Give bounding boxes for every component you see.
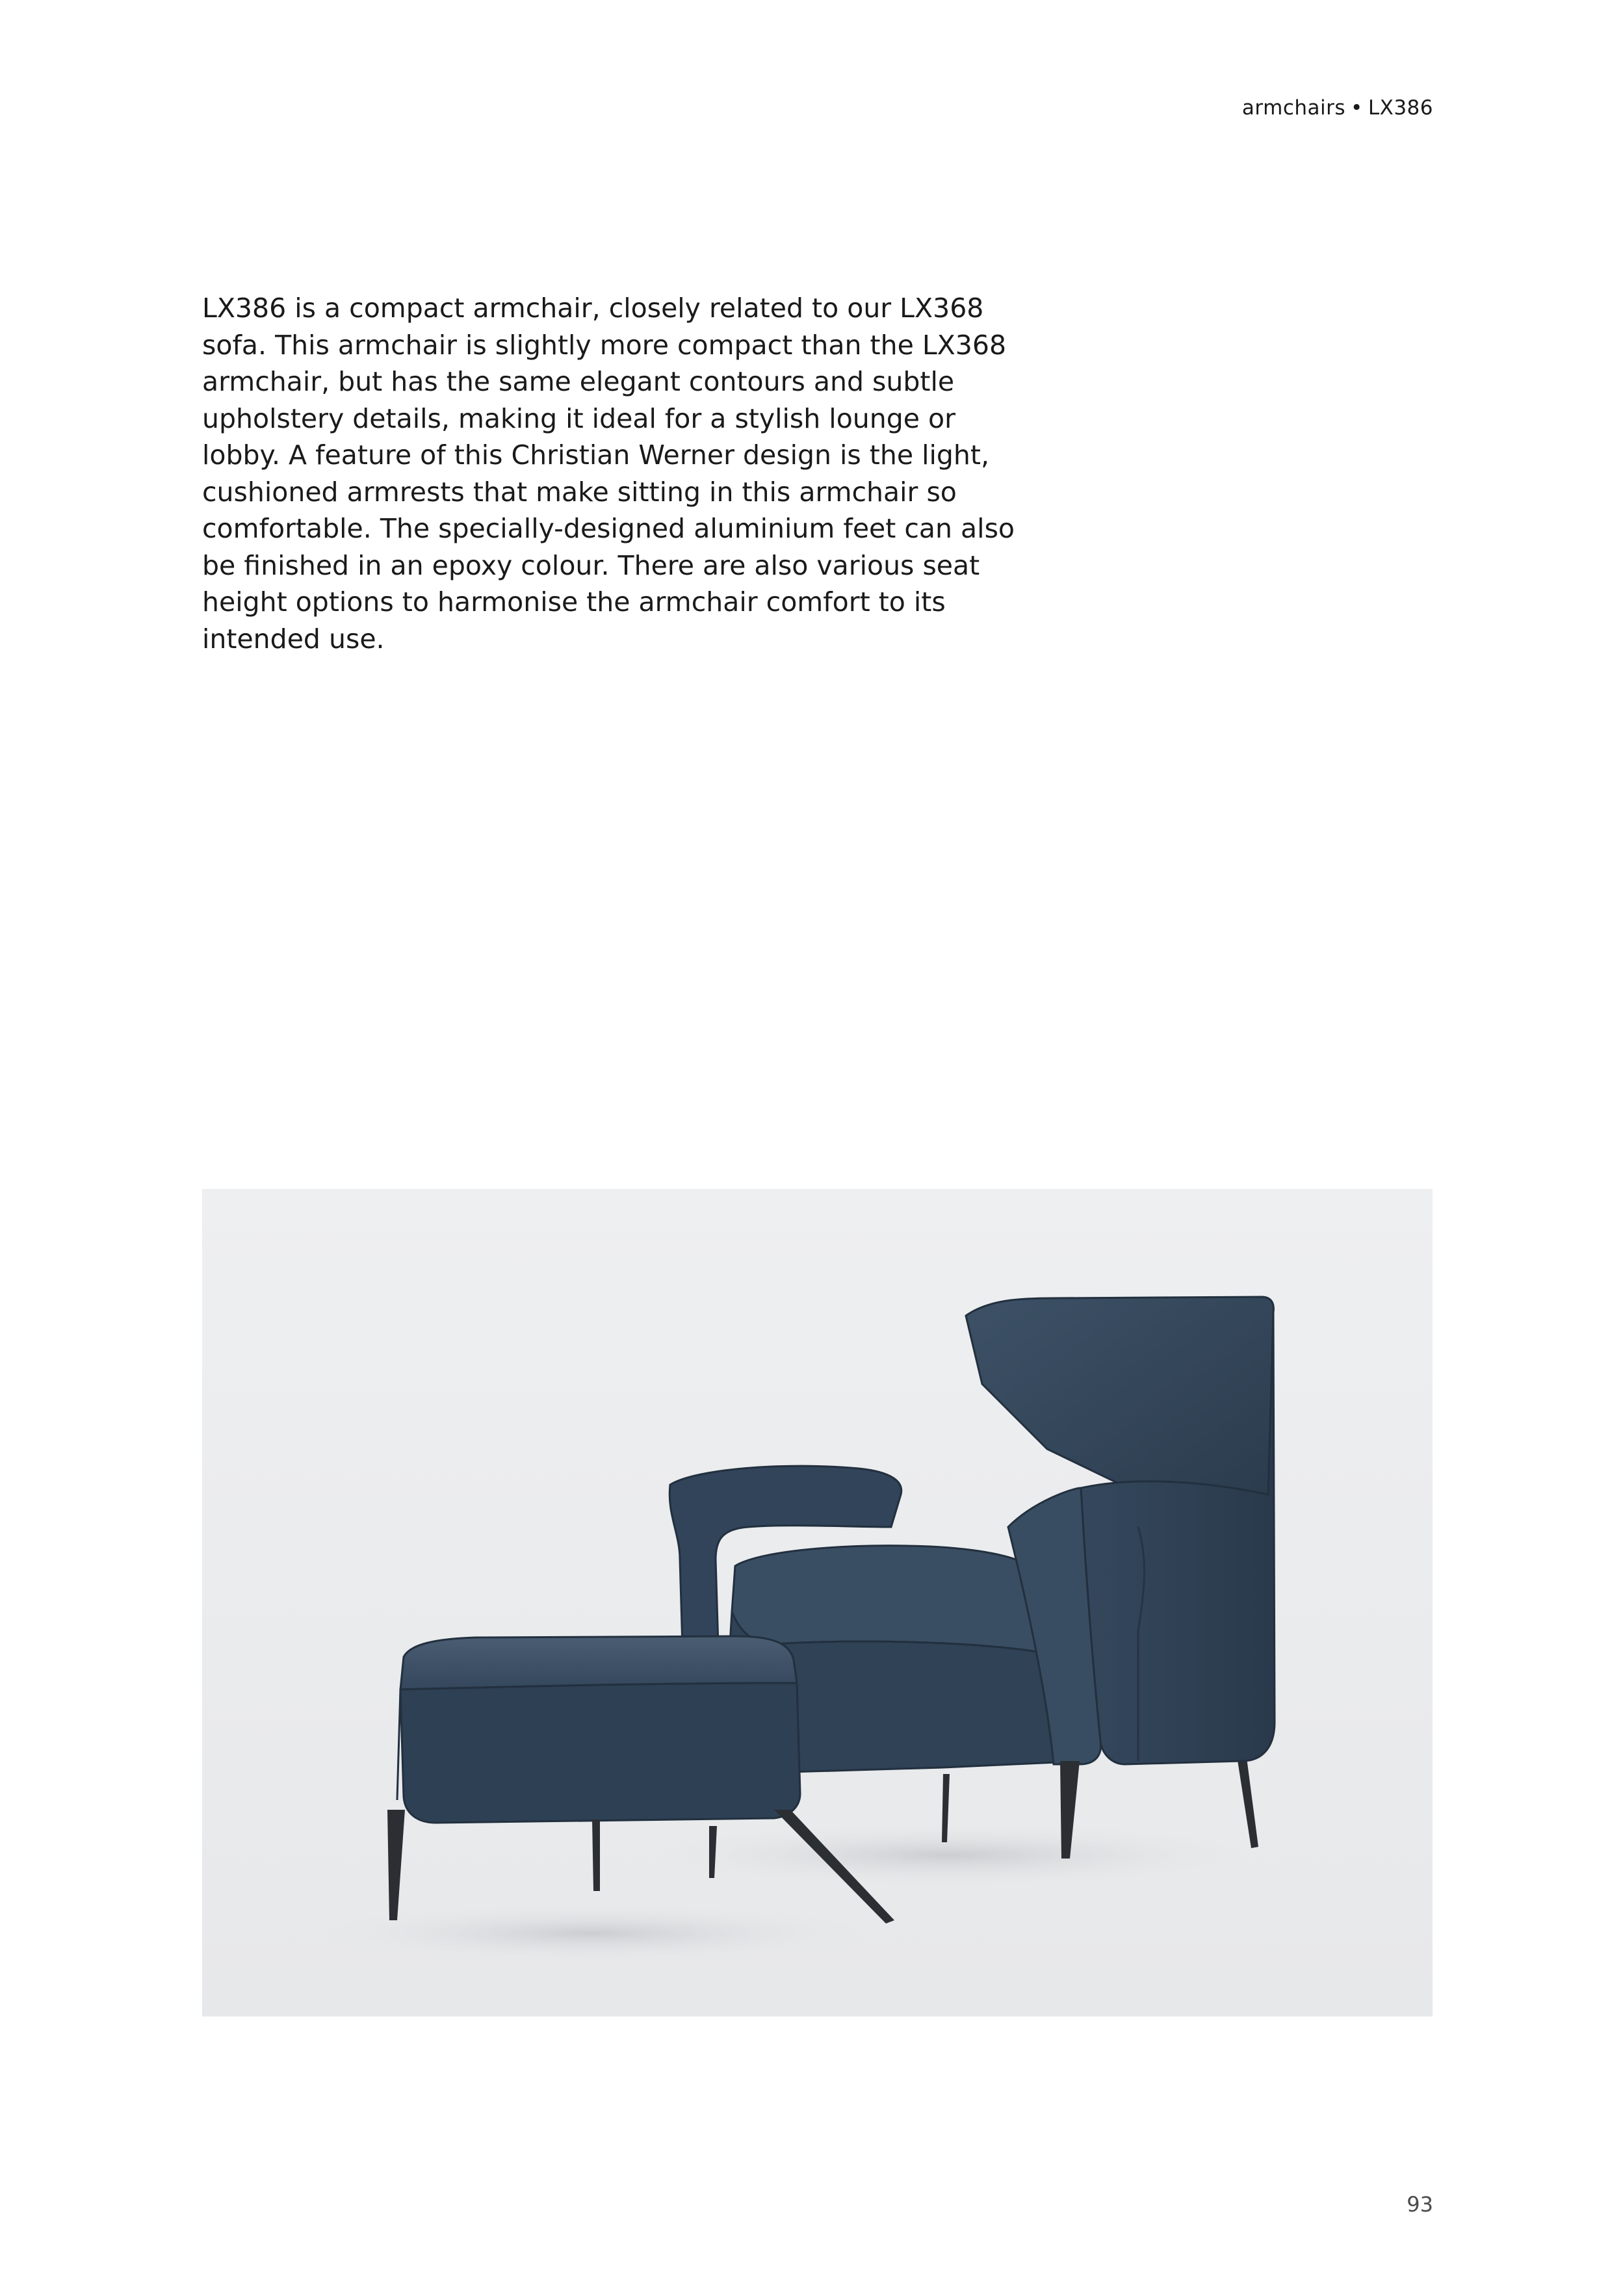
page-number: 93 [1407,2192,1433,2217]
chair-seat [732,1546,1063,1657]
product-description: LX386 is a compact armchair, closely related to our LX368 sofa. This armchair is slightly more compact than the LX368 armchair, but has the same elegant contours and subtle upholstery details, making it ideal for a stylish lounge or lobby. A feature of this Christian Werner design is the light, cushioned armrests that make sitting in this armchair so comfortable. The specially-designed aluminium feet can also be finished in an epoxy colour. There are also various seat height options to harmonise the armchair comfort to its intended use. [202,293,1015,655]
footstool-side [400,1683,800,1823]
breadcrumb-separator: • [1351,96,1363,120]
product-photo [202,1189,1433,2016]
armchair-footstool-illustration [202,1189,1433,2016]
stool-leg [592,1820,600,1891]
footstool-top [400,1636,797,1689]
breadcrumb-section: armchairs [1241,96,1346,120]
breadcrumb-model: LX386 [1368,96,1433,120]
section-breadcrumb [1242,96,1433,120]
floor-shadow [638,1823,1262,1888]
